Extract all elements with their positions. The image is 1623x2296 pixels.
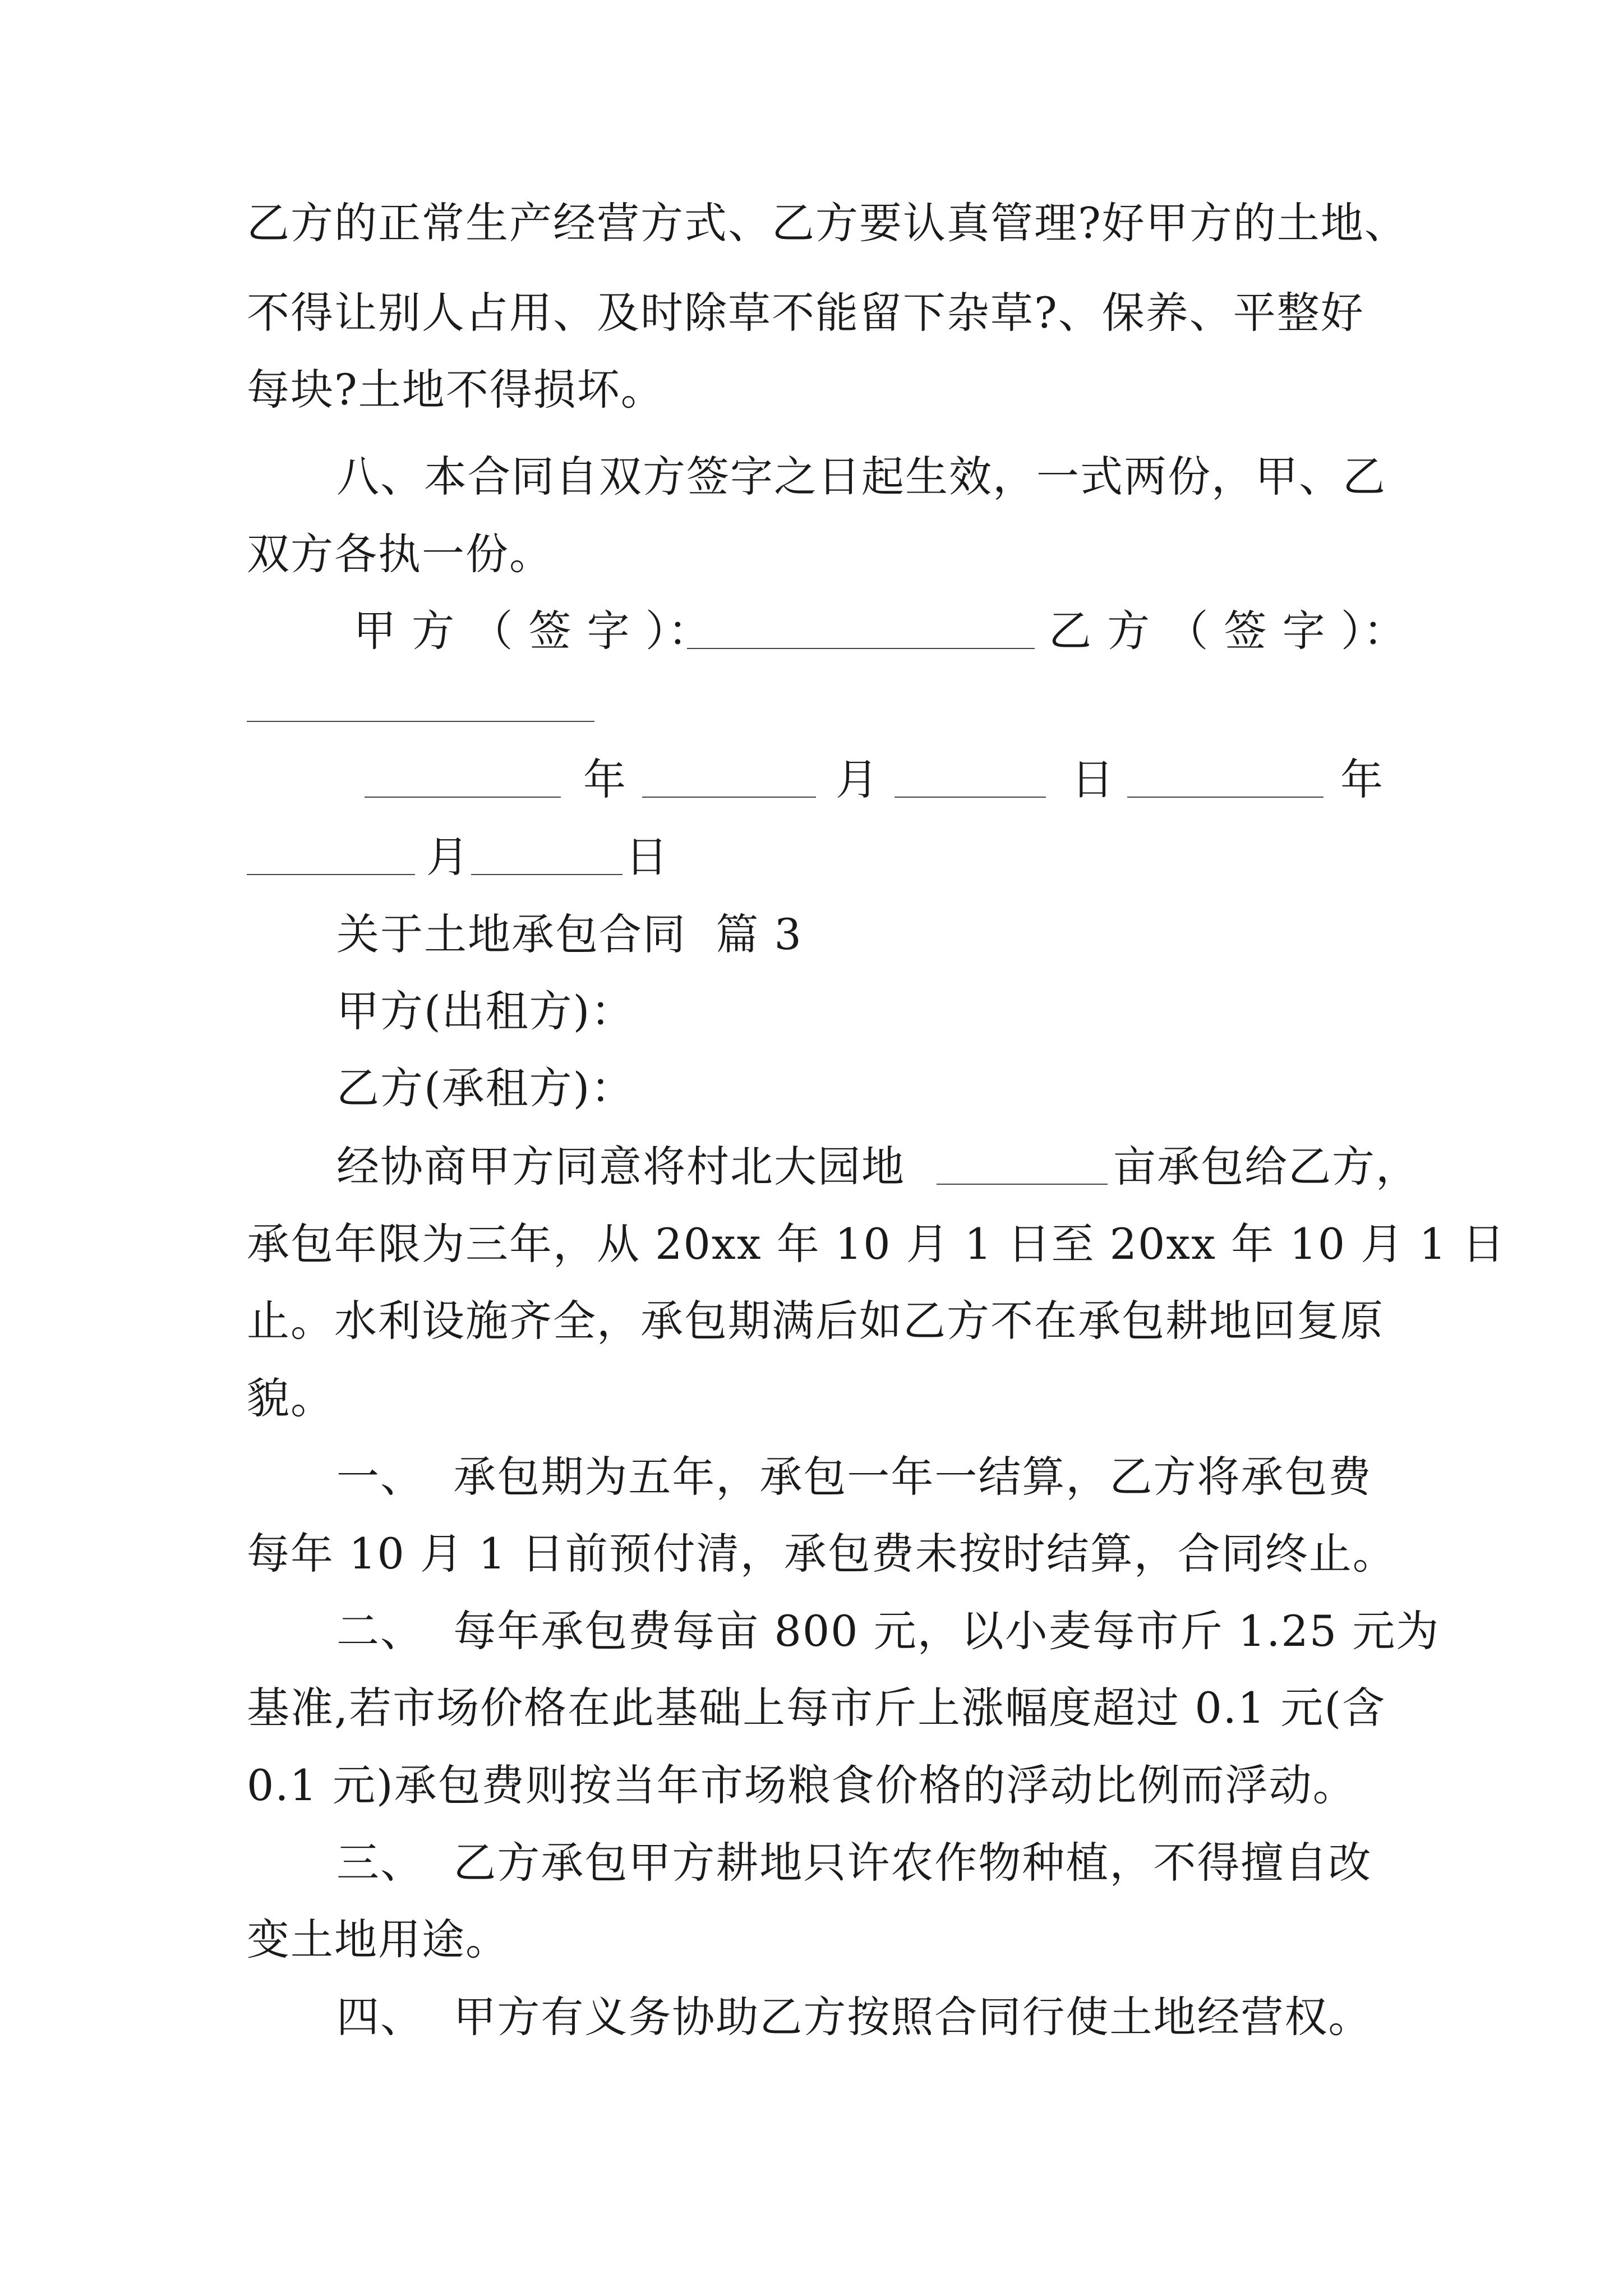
text-line: 亩承包给乙方， (1113, 1142, 1419, 1191)
clause-8-line: 八、本合同自双方签字之日起生效，一式两份，甲、乙 (336, 452, 1386, 501)
text-line: 止。水利设施齐全，承包期满后如乙方不在承包耕地回复原 (247, 1296, 1384, 1346)
text-line: 每年 10 月 1 日前预付清，承包费未按时结算，合同终止。 (247, 1529, 1396, 1579)
signature-party-b-blank (247, 721, 594, 722)
clause-2-line: 二、 每年承包费每亩 800 元，以小麦每市斤 1.25 元为 (336, 1606, 1440, 1656)
date-day-label-2: 日 (625, 832, 669, 882)
acreage-blank (937, 1144, 1108, 1185)
clause-3-line: 三、 乙方承包甲方耕地只许农作物种植，不得擅自改 (336, 1838, 1372, 1888)
date-month-blank (642, 757, 816, 798)
clause-4-line: 四、 甲方有义务协助乙方按照合同行使土地经营权。 (336, 1992, 1372, 2042)
text-line: 双方各执一份。 (247, 529, 553, 579)
date-month-label-2: 月 (426, 832, 470, 882)
signature-party-b-label: 乙 方 （ 签 字 ）： (1049, 606, 1407, 656)
text-line: 承包年限为三年，从 20xx 年 10 月 1 日至 20xx 年 10 月 1 日 (247, 1219, 1506, 1269)
date-year-label: 年 (583, 754, 627, 804)
text-line: 不得让别人占用、及时除草不能留下杂草?、保养、平整好 (247, 288, 1364, 338)
date-month-blank-2 (247, 835, 415, 875)
date-year-label-2: 年 (1340, 754, 1384, 804)
text-line: 经协商甲方同意将村北大园地 (336, 1142, 905, 1191)
text-line: 变土地用途。 (247, 1915, 509, 1964)
date-day-label: 日 (1071, 754, 1115, 804)
section-heading: 关于土地承包合同 篇 3 (336, 909, 803, 959)
text-line: 基准,若市场价格在此基础上每市斤上涨幅度超过 0.1 元(含 (247, 1683, 1386, 1733)
party-b-line: 乙方(承租方)： (336, 1063, 635, 1113)
signature-party-a-label: 甲 方 （ 签 字 ）： (353, 606, 712, 656)
text-line: 0.1 元)承包费则按当年市场粮食价格的浮动比例而浮动。 (247, 1760, 1357, 1810)
date-year-blank-2 (1127, 757, 1324, 798)
party-a-line: 甲方(出租方)： (336, 986, 635, 1036)
date-day-blank (895, 757, 1046, 798)
text-line: 乙方的正常生产经营方式、乙方要认真管理?好甲方的土地、 (247, 198, 1408, 248)
text-line: 每块?土地不得损坏。 (247, 365, 665, 415)
date-month-label: 月 (836, 754, 879, 804)
signature-party-a-blank (687, 609, 1035, 649)
date-year-blank (365, 757, 561, 798)
date-day-blank-2 (471, 835, 623, 875)
clause-1-line: 一、 承包期为五年，承包一年一结算，乙方将承包费 (336, 1452, 1372, 1502)
text-line: 貌。 (247, 1373, 334, 1423)
